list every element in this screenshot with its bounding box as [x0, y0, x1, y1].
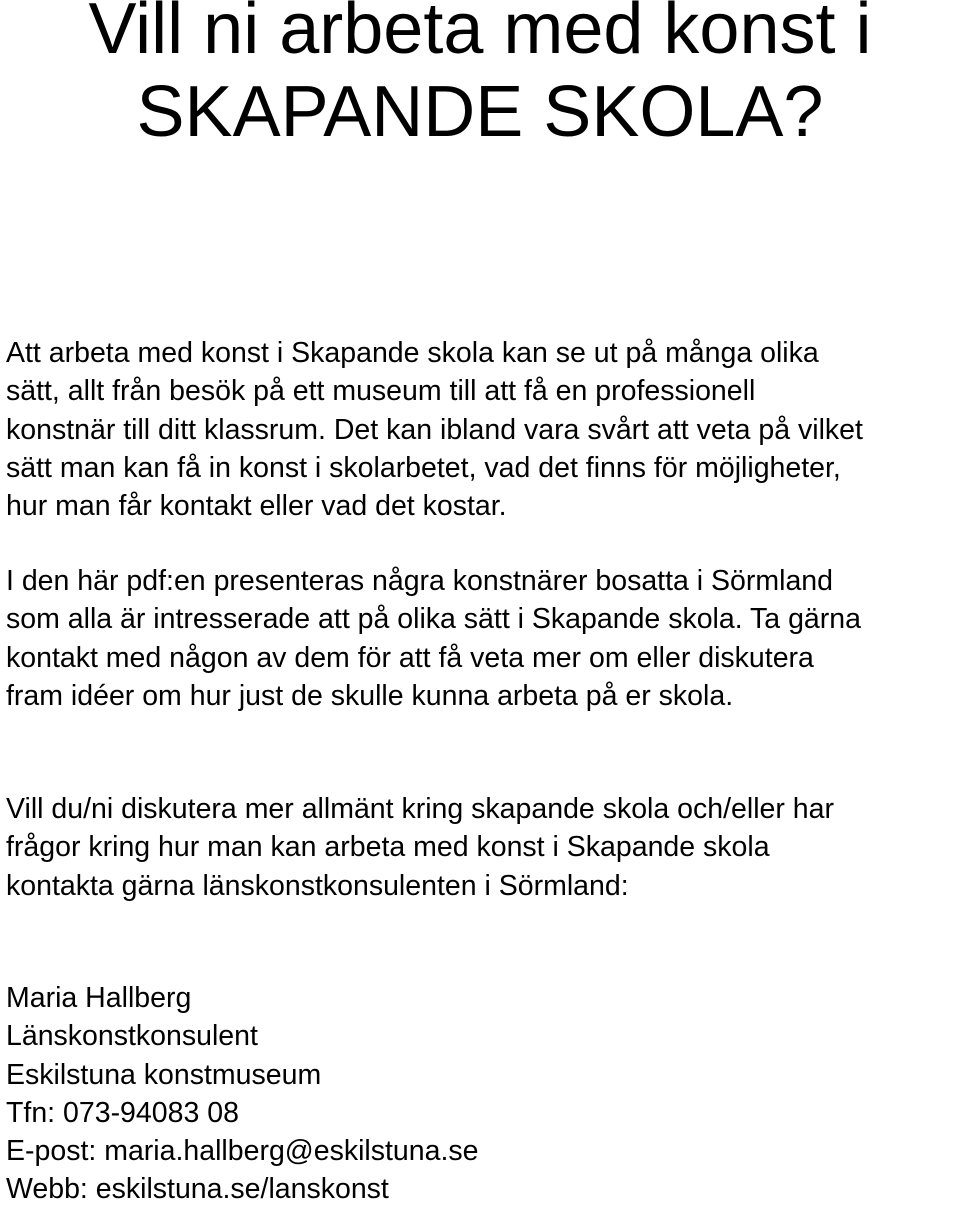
contact-name: Maria Hallberg: [6, 982, 192, 1014]
paragraph-line: frågor kring hur man kan arbeta med konst i Skapande skola: [6, 831, 770, 864]
intro-paragraph: [6, 334, 956, 525]
paragraph-line: kontakt med någon av dem för att få veta mer om eller diskutera: [6, 641, 814, 674]
paragraph-line: fram idéer om hur just de skulle kunna arbeta på er skola.: [6, 679, 734, 712]
paragraph-line: konstnär till ditt klassrum. Det kan ibland vara svårt att veta på vilket: [6, 413, 863, 446]
paragraph-line: Att arbeta med konst i Skapande skola kan se ut på många olika: [6, 337, 819, 369]
paragraph-line: sätt, allt från besök på ett museum till att få en professionell: [6, 375, 756, 408]
paragraph-line: som alla är intresserade att på olika sätt i Skapande skola. Ta gärna: [6, 603, 861, 636]
artists-paragraph: [6, 562, 956, 715]
contact-block: [6, 979, 478, 1209]
page-title: [0, 0, 960, 154]
paragraph-line: I den här pdf:en presenteras några konstnärer bosatta i Sörmland: [6, 565, 834, 597]
title-line: Vill ni arbeta med konst i: [88, 0, 872, 69]
contact-intro-paragraph: [6, 790, 956, 905]
paragraph-line: Vill du/ni diskutera mer allmänt kring skapande skola och/eller har: [6, 793, 834, 825]
paragraph-line: kontakta gärna länskonstkonsulenten i Sörmland:: [6, 869, 629, 902]
paragraph-line: sätt man kan få in konst i skolarbetet, vad det finns för möjligheter,: [6, 451, 841, 484]
contact-phone: Tfn: 073-94083 08: [6, 1096, 239, 1129]
title-line: SKAPANDE SKOLA?: [136, 72, 824, 152]
paragraph-line: hur man får kontakt eller vad det kostar.: [6, 490, 507, 523]
contact-email[interactable]: E-post: maria.hallberg@eskilstuna.se: [6, 1135, 479, 1168]
contact-role: Länskonstkonsulent: [6, 1020, 258, 1053]
contact-website[interactable]: Webb: eskilstuna.se/lanskonst: [6, 1173, 389, 1206]
contact-organization: Eskilstuna konstmuseum: [6, 1058, 322, 1091]
